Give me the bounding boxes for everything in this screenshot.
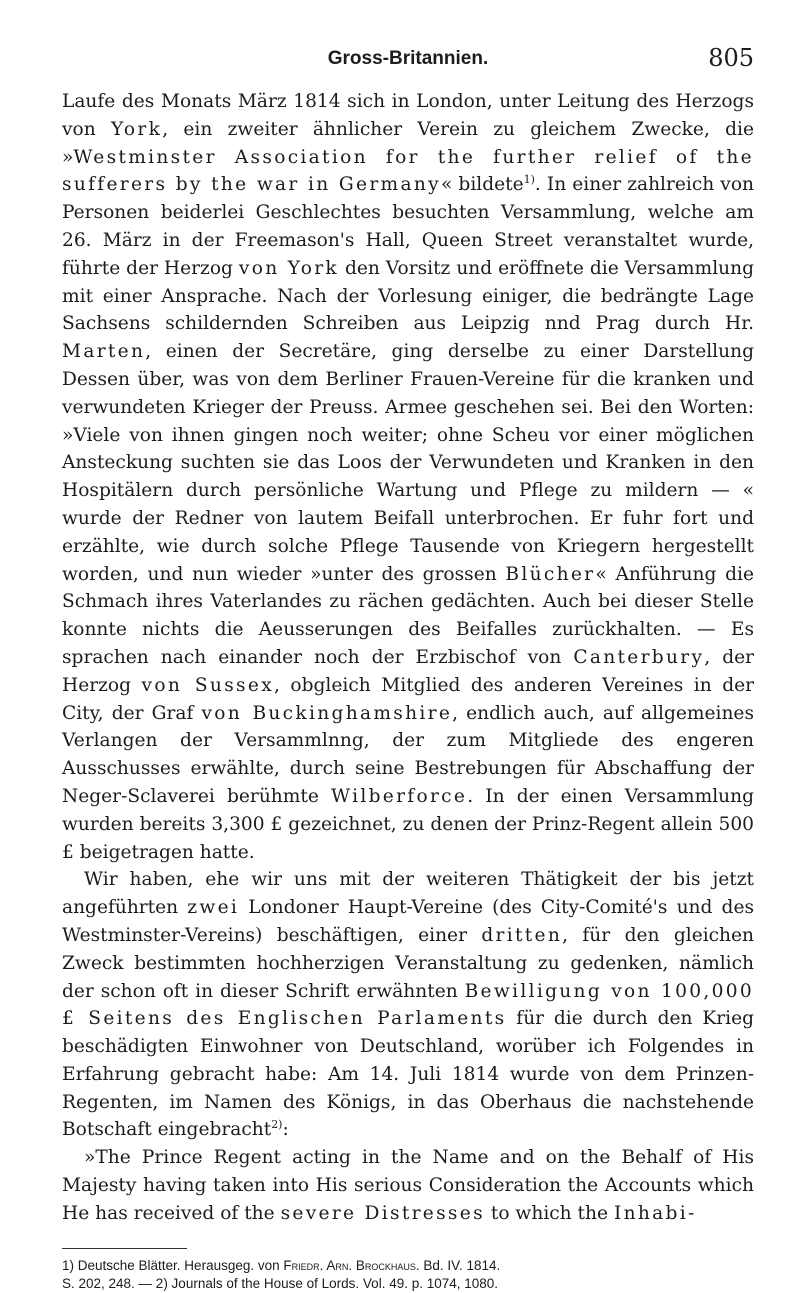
text-run: Londoner Haupt-Vereine (des City-Comité's und des Westminster-Vereins) beschäftigen, einer (62, 897, 754, 946)
page-number: 805 (708, 44, 754, 72)
text-run: : (282, 1119, 289, 1141)
spaced-name-wilberforce: Wilberforce (331, 785, 468, 807)
footnote-line-1 (62, 1257, 754, 1275)
paragraph-1 (62, 88, 754, 866)
footnote-divider (62, 1248, 187, 1249)
text-run: , endlich auch, auf allgemeines Verlangen der Versammlnng, der zum Mitgliede des engeren Ausschusses erwählte, durch seine Bestrebungen für Abschaffung der Neger-Sclaverei berühmte (62, 702, 754, 807)
running-title: Gross-Britannien. (327, 48, 489, 69)
text-run: , einen der Secretäre, ging derselbe zu einer Darstellung Dessen über, was von dem Berliner Frauen-Vereine für die kranken und verwundeten Krieger der Preuss. Armee geschehen sei. Bei den Worten: »Viele von ihnen gingen noch weiter; ohne Scheu vor einer möglichen Ansteckung suchten sie das Loos der Verwundeten und Kranken in den Hospitälern durch persönliche Wartung und Pflege zu mildern — « wurde der Redner von lautem Beifall unterbrochen. Er fuhr fort und erzählte, wie durch solche Pflege Tausende von Kriegern hergestellt worden, und nun wieder »unter des grossen (62, 341, 754, 585)
text-run: to which the (484, 1202, 614, 1224)
text-run: « Anführung die Schmach ihres Vaterlandes zu rächen gedächten. Auch bei dieser Stelle konnte nichts die Aeusserungen des Beifalles zurückhalten. — Es sprachen nach einander noch der Erzbischof von (62, 563, 755, 668)
footnotes (62, 1257, 754, 1293)
text-run: , für den gleichen Zweck bestimmten hochherzigen Veranstaltung zu gedenken, nämlich der schon oft in dieser Schrift erwähnten (62, 924, 755, 1002)
spaced-severe-distresses: severe Distresses (280, 1202, 485, 1224)
text-run: . Bd. IV. 1814. (415, 1257, 501, 1273)
spaced-name-buckinghamshire: von Buckinghamshire (201, 702, 453, 724)
text-run: »The Prince Regent acting in the Name and on the Behalf of His Majesty having taken into His serious Consideration the Accounts which He has received of the (62, 1147, 754, 1224)
spaced-association-name: Westminster Association for the further relief of the sufferers by the war in Germany (62, 146, 754, 196)
book-page (62, 44, 755, 1293)
spaced-name-von-york: von York (238, 257, 339, 279)
footnote-ref-1: 1) (523, 173, 535, 187)
spaced-name-bluecher: Blücher (505, 563, 596, 585)
text-run: « bildete (440, 174, 524, 196)
text-run: , ein zweiter ähnlicher Verein zu gleichem Zwecke, die » (62, 118, 754, 168)
text-run: Wir haben, ehe wir uns mit der weiteren Thätigkeit der bis jetzt angeführten (62, 869, 754, 919)
publisher-name: Friedr. Arn. Brockhaus (283, 1257, 416, 1273)
spaced-bewilligung: Bewilligung von 100,000 £ Seitens des Englischen Parlaments (62, 980, 754, 1030)
paragraph-3 (62, 1144, 754, 1227)
text-run: für die durch den Krieg beschädigten Einwohner von Deutschland, worüber ich Folgendes in Erfahrung gebracht habe: Am 14. Juli 1814 wurde von dem Prinzen-Regenten, im Namen des Königs, in das Oberhaus die nachstehende Botschaft eingebracht (62, 1008, 754, 1141)
text-run: den Vorsitz und eröffnete die Versammlung mit einer Ansprache. Nach der Vorlesung einiger, die bedrängte Lage Sachsens schildernden Schreiben aus Leipzig nnd Prag durch Hr. (62, 257, 754, 335)
spaced-name-canterbury: Canterbury (573, 646, 705, 668)
running-head (62, 44, 754, 88)
spaced-word-zwei: zwei (187, 897, 240, 919)
text-run: 1) Deutsche Blätter. Herausgeg. von (62, 1257, 284, 1273)
spaced-word-inhabi: Inhabi- (613, 1202, 697, 1224)
text-run: . In der einen Versammlung wurden bereits 3,300 £ gezeichnet, zu denen der Prinz-Regent allein 500 £ beigetragen hatte. (62, 785, 754, 863)
paragraph-2 (62, 866, 754, 1144)
text-run: , der Herzog (62, 646, 754, 696)
spaced-name-york: York (110, 118, 163, 140)
footnote-line-2: S. 202, 248. — 2) Journals of the House of Lords. Vol. 49. p. 1074, 1080. (62, 1275, 499, 1291)
spaced-name-sussex: von Sussex (141, 674, 274, 696)
spaced-word-dritten: dritten (481, 924, 563, 946)
text-run: Laufe des Monats März 1814 sich in London, unter Leitung des Herzogs von (62, 91, 754, 140)
text-run: . In einer zahlreich von Personen beiderlei Geschlechtes besuchten Versammlung, welche am 26. März in der Freemason's Hall, Queen Street veranstaltet wurde, führte der Herzog (62, 174, 754, 279)
text-run: , obgleich Mitglied des anderen Vereines in der City, der Graf (62, 674, 755, 724)
spaced-name-marten: Marten (62, 341, 146, 363)
footnote-ref-2: 2) (271, 1118, 283, 1132)
